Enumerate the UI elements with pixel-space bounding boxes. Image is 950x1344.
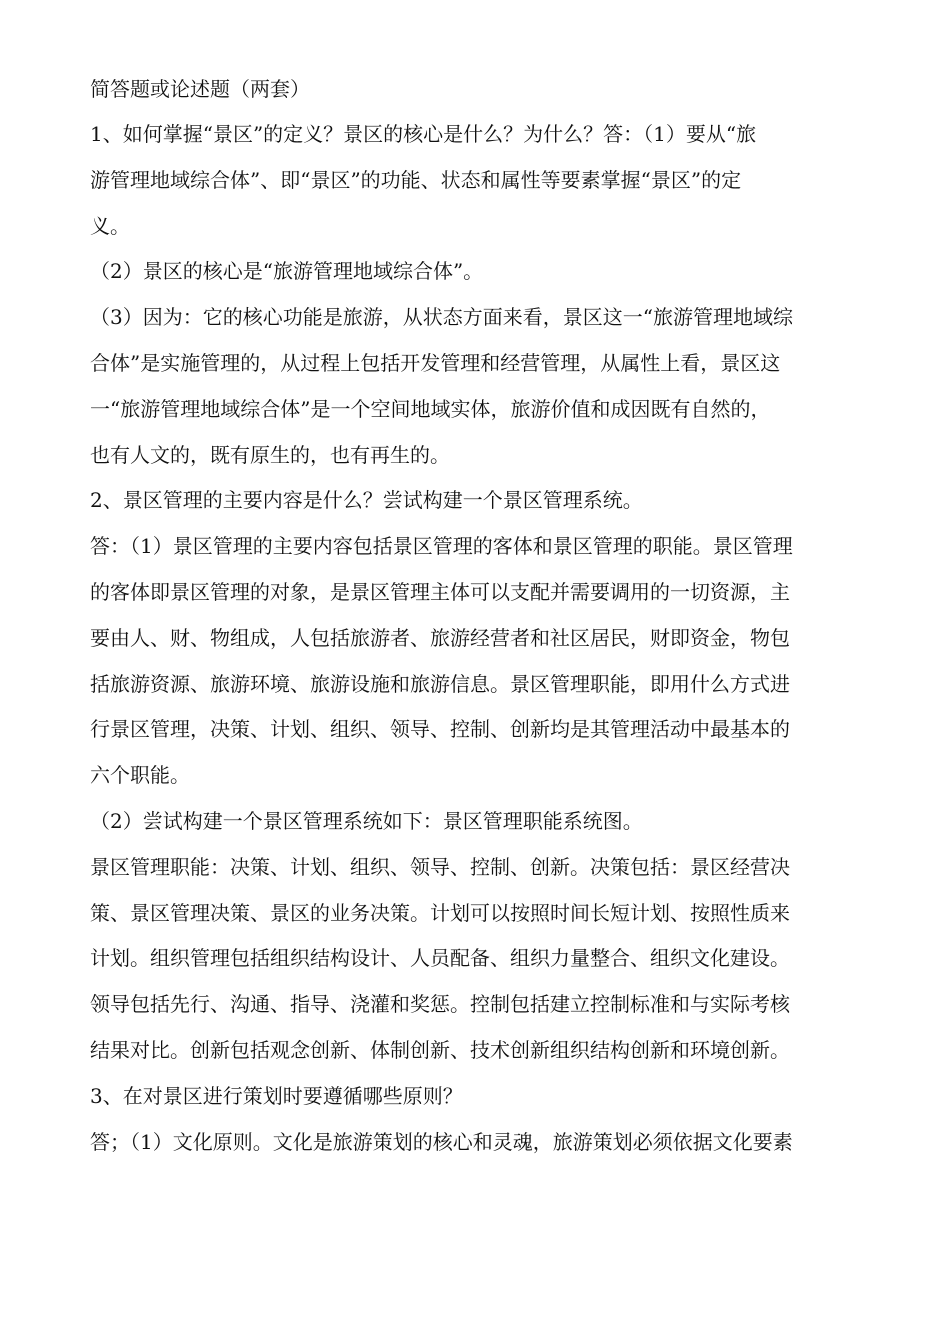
text-line: 结果对比。创新包括观念创新、体制创新、技术创新组织结构创新和环境创新。 xyxy=(90,1037,790,1062)
text-line: 括旅游资源、旅游环境、旅游设施和旅游信息。景区管理职能，即用什么方式进 xyxy=(90,671,790,696)
text-line: 行景区管理，决策、计划、组织、领导、控制、创新均是其管理活动中最基本的 xyxy=(90,717,790,742)
document-title: 简答题或论述题（两套） xyxy=(90,77,310,101)
question-1: 1、如何掌握“景区”的定义？景区的核心是什么？为什么？答：（1）要从“旅 xyxy=(90,122,757,146)
text-line: 游管理地域综合体”、即“景区”的功能、状态和属性等要素掌握“景区”的定 xyxy=(90,167,742,192)
question-2: 2、景区管理的主要内容是什么？尝试构建一个景区管理系统。 xyxy=(90,488,643,513)
text-line: 策、景区管理决策、景区的业务决策。计划可以按照时间长短计划、按照性质来 xyxy=(90,900,790,925)
text-line: 的客体即景区管理的对象，是景区管理主体可以支配并需要调用的一切资源，主 xyxy=(90,579,790,604)
text-line: 合体”是实施管理的，从过程上包括开发管理和经营管理，从属性上看，景区这 xyxy=(90,350,781,375)
text-line: （3）因为：它的核心功能是旅游，从状态方面来看，景区这一“旅游管理地域综 xyxy=(90,305,793,330)
text-line: 领导包括先行、沟通、指导、浇灌和奖惩。控制包括建立控制标准和与实际考核 xyxy=(90,992,790,1017)
document-page xyxy=(90,66,890,1165)
text-line: 也有人文的，既有原生的，也有再生的。 xyxy=(90,442,450,467)
text-line: 答；（1）文化原则。文化是旅游策划的核心和灵魂，旅游策划必须依据文化要素 xyxy=(90,1129,793,1154)
text-line: 景区管理职能：决策、计划、组织、领导、控制、创新。决策包括：景区经营决 xyxy=(90,854,790,879)
text-line: 答：（1）景区管理的主要内容包括景区管理的客体和景区管理的职能。景区管理 xyxy=(90,534,793,559)
text-line: 六个职能。 xyxy=(90,763,190,788)
question-3: 3、在对景区进行策划时要遵循哪些原则？ xyxy=(90,1083,463,1108)
text-line: 义。 xyxy=(90,213,130,238)
text-line: 一“旅游管理地域综合体”是一个空间地域实体，旅游价值和成因既有自然的， xyxy=(90,396,771,421)
text-line: 计划。组织管理包括组织结构设计、人员配备、组织力量整合、组织文化建设。 xyxy=(90,946,790,971)
text-line: 要由人、财、物组成，人包括旅游者、旅游经营者和社区居民，财即资金，物包 xyxy=(90,625,790,650)
text-line: （2）景区的核心是“旅游管理地域综合体”。 xyxy=(90,259,484,284)
text-line: （2）尝试构建一个景区管理系统如下：景区管理职能系统图。 xyxy=(90,808,643,833)
